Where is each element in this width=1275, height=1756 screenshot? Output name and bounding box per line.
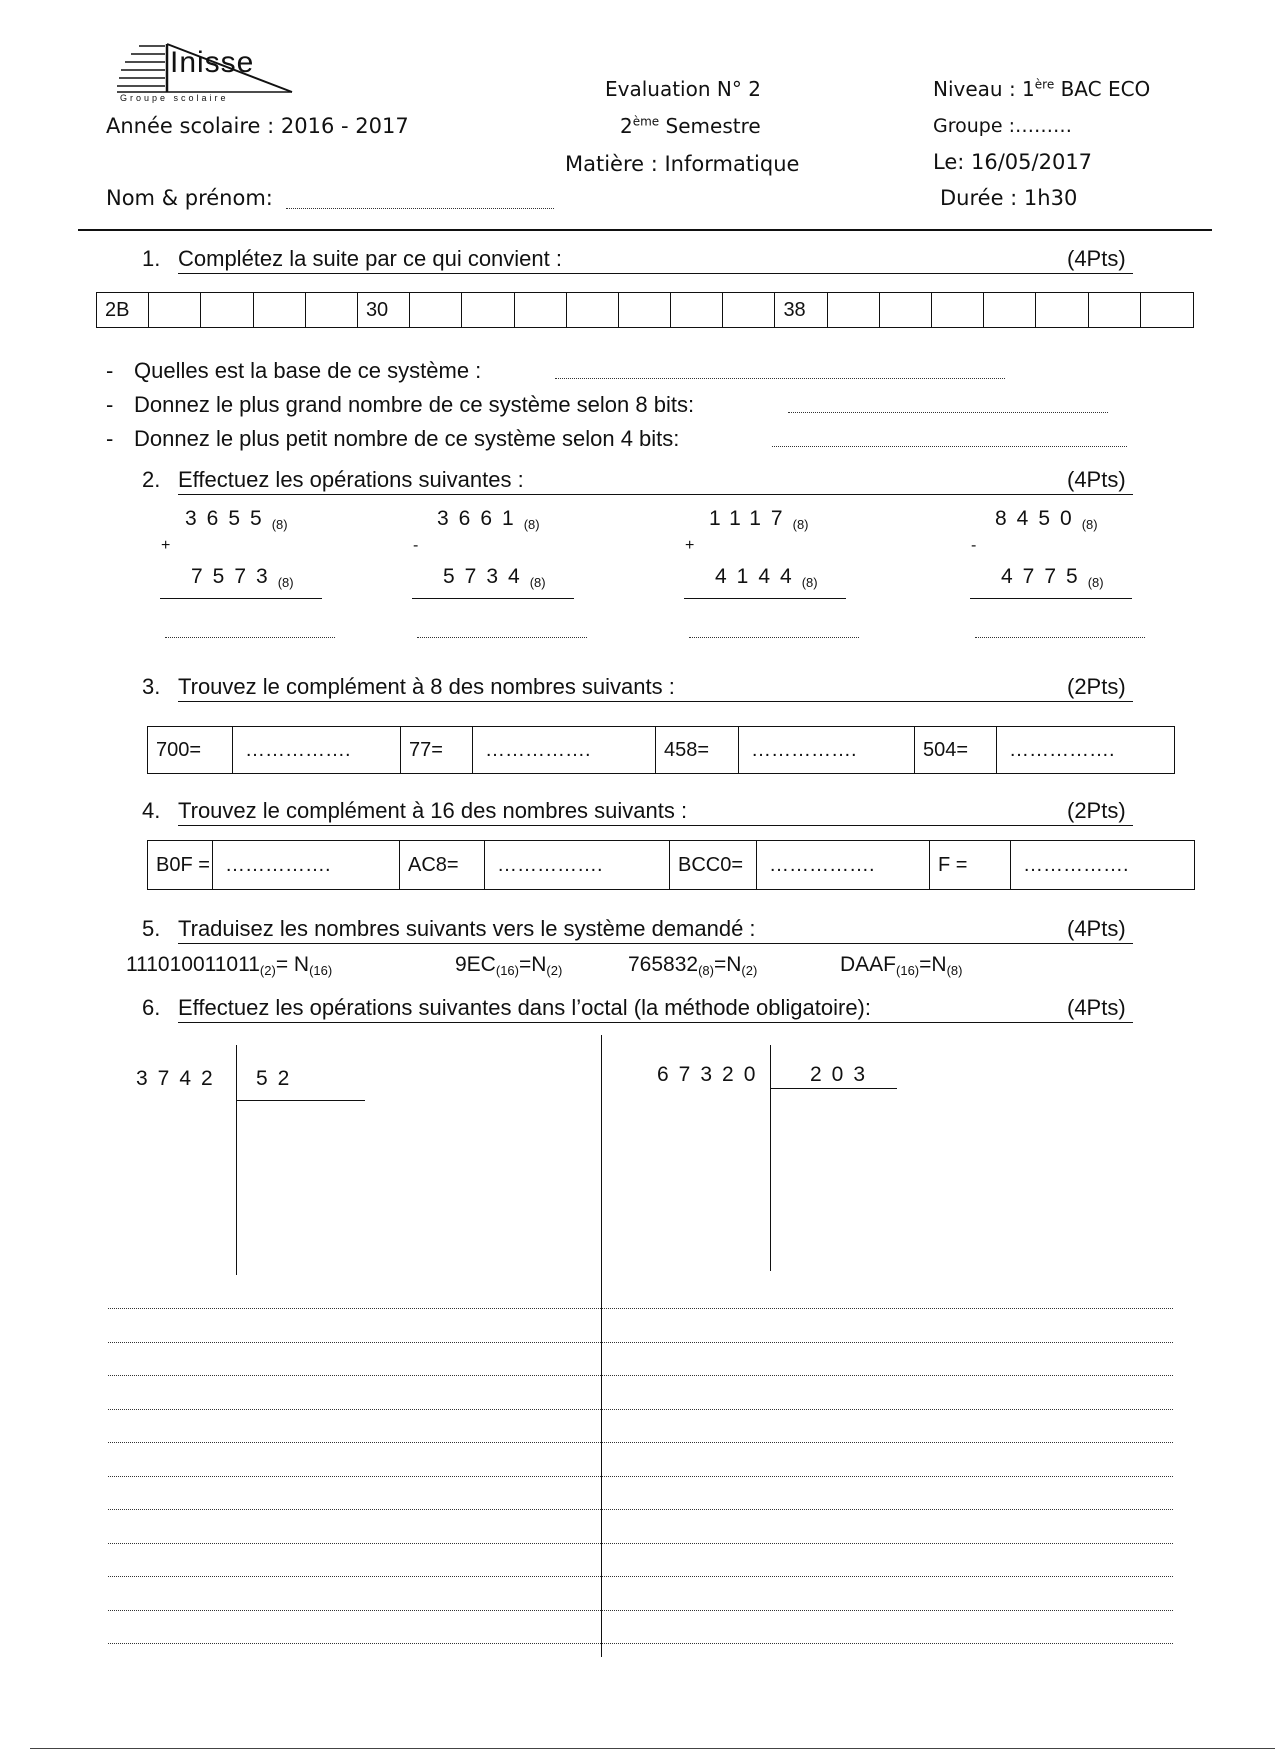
complement-answer[interactable]: ……………. bbox=[739, 727, 915, 773]
div1-horizontal-bar bbox=[237, 1100, 365, 1101]
operation-bottom-number: $5734_{(8)}$ bbox=[443, 565, 546, 590]
duration: Durée : 1h30 bbox=[940, 186, 1078, 210]
answer-line[interactable] bbox=[108, 1509, 1173, 1510]
semester: 2ème Semestre bbox=[620, 114, 761, 138]
q2-points: (4Pts) bbox=[1067, 467, 1126, 492]
sequence-cell[interactable] bbox=[1141, 293, 1193, 327]
q4-title: Trouvez le complément à 16 des nombres suivants : bbox=[178, 798, 688, 823]
operation-sign: + bbox=[161, 537, 171, 554]
q5-title: Traduisez les nombres suivants vers le système demandé : bbox=[178, 916, 756, 941]
answer-line[interactable] bbox=[108, 1442, 1173, 1443]
complement-label: 77= bbox=[401, 727, 473, 773]
answer-line[interactable] bbox=[108, 1375, 1173, 1376]
operation-result-field[interactable] bbox=[417, 637, 587, 638]
student-name-field[interactable] bbox=[286, 208, 554, 209]
complement-answer[interactable]: ……………. bbox=[233, 727, 401, 773]
q1-sub-1: Quelles est la base de ce système : bbox=[134, 358, 482, 383]
subject: Matière : Informatique bbox=[565, 152, 800, 176]
sequence-cell[interactable] bbox=[515, 293, 567, 327]
sequence-cell[interactable] bbox=[306, 293, 358, 327]
q1-sequence-table bbox=[96, 292, 1194, 328]
q1-dash-1: - bbox=[106, 358, 114, 383]
sequence-cell[interactable] bbox=[462, 293, 514, 327]
q6-title: Effectuez les opérations suivantes dans l’octal (la méthode obligatoire): bbox=[178, 995, 871, 1020]
logo-subtext: Groupe scolaire bbox=[120, 93, 229, 103]
operation-sign: - bbox=[971, 537, 977, 554]
complement-label: F = bbox=[930, 841, 1011, 889]
level: Niveau : 1ère BAC ECO bbox=[933, 77, 1151, 101]
sequence-cell[interactable] bbox=[828, 293, 880, 327]
answer-line[interactable] bbox=[108, 1476, 1173, 1477]
operation-bottom-number: $7573_{(8)}$ bbox=[191, 565, 294, 590]
date: Le: 16/05/2017 bbox=[933, 150, 1093, 174]
conversion-item: $111010011011_{(2)}= N_{(16)}$ bbox=[126, 953, 333, 978]
student-name-label: Nom & prénom: bbox=[106, 186, 273, 210]
complement-answer[interactable]: ……………. bbox=[485, 841, 670, 889]
complement-label: 700= bbox=[148, 727, 233, 773]
answer-line[interactable] bbox=[108, 1543, 1173, 1544]
complement-answer[interactable]: ……………. bbox=[757, 841, 930, 889]
operation-top-number: $3655_{(8)}$ bbox=[185, 507, 288, 532]
sequence-cell[interactable] bbox=[984, 293, 1036, 327]
q1-title: Complétez la suite par ce qui convient : bbox=[178, 246, 562, 271]
q3-table bbox=[147, 726, 1175, 774]
sequence-cell[interactable] bbox=[567, 293, 619, 327]
sequence-cell[interactable] bbox=[880, 293, 932, 327]
complement-answer[interactable]: ……………. bbox=[1009, 738, 1115, 761]
answer-line[interactable] bbox=[108, 1409, 1173, 1410]
complement-label: 504= bbox=[915, 727, 997, 773]
q1-dash-3: - bbox=[106, 426, 114, 451]
operation-top-number: $1117_{(8)}$ bbox=[709, 507, 809, 532]
sequence-cell[interactable] bbox=[932, 293, 984, 327]
complement-label: BCC0= bbox=[670, 841, 757, 889]
operation-bottom-number: $4775_{(8)}$ bbox=[1001, 565, 1104, 590]
q2-number: 2. bbox=[142, 467, 161, 492]
q6-points: (4Pts) bbox=[1067, 995, 1126, 1020]
conversion-item: $DAAF_{(16)}=N_{(8)}$ bbox=[840, 953, 963, 978]
q1-dash-2: - bbox=[106, 392, 114, 417]
operation-result-field[interactable] bbox=[975, 637, 1145, 638]
sequence-cell: 2B bbox=[97, 293, 149, 327]
answer-line[interactable] bbox=[108, 1308, 1173, 1309]
sequence-cell[interactable] bbox=[1089, 293, 1141, 327]
q2-title: Effectuez les opérations suivantes : bbox=[178, 467, 524, 492]
q1-number: 1. bbox=[142, 246, 161, 271]
sequence-cell[interactable] bbox=[410, 293, 462, 327]
complement-answer[interactable]: ……………. bbox=[473, 727, 656, 773]
operation-sum-line bbox=[160, 598, 322, 599]
sequence-cell[interactable] bbox=[619, 293, 671, 327]
school-year: Année scolaire : 2016 - 2017 bbox=[106, 114, 409, 138]
q2-underline bbox=[178, 494, 1133, 495]
operation-bottom-number: $4144_{(8)}$ bbox=[715, 565, 818, 590]
q5-underline bbox=[178, 943, 1133, 944]
answer-line[interactable] bbox=[108, 1342, 1173, 1343]
q1-points: (4Pts) bbox=[1067, 246, 1126, 271]
div1-vertical-bar bbox=[236, 1045, 237, 1275]
conversion-item: $765832_{(8)}=N_{(2)}$ bbox=[628, 953, 758, 978]
sequence-cell[interactable] bbox=[254, 293, 306, 327]
div2-horizontal-bar bbox=[771, 1088, 897, 1089]
complement-answer[interactable]: ……………. bbox=[1023, 853, 1129, 876]
sequence-cell[interactable] bbox=[671, 293, 723, 327]
operation-result-field[interactable] bbox=[689, 637, 859, 638]
operation-top-number: $8450_{(8)}$ bbox=[995, 507, 1098, 532]
q1-answer-3[interactable] bbox=[772, 446, 1127, 447]
div2-divisor: 203 bbox=[810, 1063, 876, 1086]
q4-underline bbox=[178, 825, 1133, 826]
complement-label: AC8= bbox=[400, 841, 485, 889]
sequence-cell: 30 bbox=[358, 293, 410, 327]
answer-line[interactable] bbox=[108, 1610, 1173, 1611]
q3-underline bbox=[178, 701, 1133, 702]
div1-dividend: 3742 bbox=[136, 1067, 223, 1090]
answer-line[interactable] bbox=[108, 1643, 1173, 1644]
q1-answer-1[interactable] bbox=[555, 378, 1005, 379]
sequence-cell[interactable] bbox=[1036, 293, 1088, 327]
q3-number: 3. bbox=[142, 674, 161, 699]
div2-dividend: 67320 bbox=[657, 1063, 766, 1086]
sequence-cell: 38 bbox=[775, 293, 827, 327]
answer-line[interactable] bbox=[108, 1576, 1173, 1577]
sequence-cell[interactable] bbox=[723, 293, 775, 327]
operation-sum-line bbox=[684, 598, 846, 599]
q3-points: (2Pts) bbox=[1067, 674, 1126, 699]
q1-sub-2: Donnez le plus grand nombre de ce système selon 8 bits: bbox=[134, 392, 695, 417]
complement-label: 458= bbox=[656, 727, 739, 773]
group: Groupe :……… bbox=[933, 115, 1072, 137]
q4-points: (2Pts) bbox=[1067, 798, 1126, 823]
sequence-cell[interactable] bbox=[201, 293, 253, 327]
q6-number: 6. bbox=[142, 995, 161, 1020]
page-bottom-edge bbox=[30, 1748, 1275, 1749]
sequence-cell[interactable] bbox=[149, 293, 201, 327]
q1-underline bbox=[178, 273, 1133, 274]
operation-sum-line bbox=[970, 598, 1132, 599]
complement-answer[interactable]: ……………. bbox=[213, 841, 400, 889]
operation-top-number: $3661_{(8)}$ bbox=[437, 507, 540, 532]
q6-underline bbox=[178, 1022, 1133, 1023]
q3-title: Trouvez le complément à 8 des nombres suivants : bbox=[178, 674, 675, 699]
conversion-item: $9EC_{(16)}=N_{(2)}$ bbox=[455, 953, 563, 978]
q4-table bbox=[147, 840, 1195, 890]
div2-vertical-bar bbox=[770, 1045, 771, 1271]
q6-column-divider bbox=[601, 1035, 602, 1657]
div1-divisor: 52 bbox=[256, 1067, 300, 1090]
logo-text: Inisse bbox=[170, 46, 255, 79]
q5-number: 5. bbox=[142, 916, 161, 941]
operation-result-field[interactable] bbox=[165, 637, 335, 638]
operation-sum-line bbox=[412, 598, 574, 599]
header-divider bbox=[78, 229, 1212, 231]
operation-sign: - bbox=[413, 537, 419, 554]
complement-label: B0F = bbox=[148, 841, 213, 889]
eval-title: Evaluation N° 2 bbox=[605, 77, 761, 101]
q4-number: 4. bbox=[142, 798, 161, 823]
q5-points: (4Pts) bbox=[1067, 916, 1126, 941]
operation-sign: + bbox=[685, 537, 695, 554]
q1-answer-2[interactable] bbox=[788, 412, 1108, 413]
q1-sub-3: Donnez le plus petit nombre de ce système selon 4 bits: bbox=[134, 426, 680, 451]
